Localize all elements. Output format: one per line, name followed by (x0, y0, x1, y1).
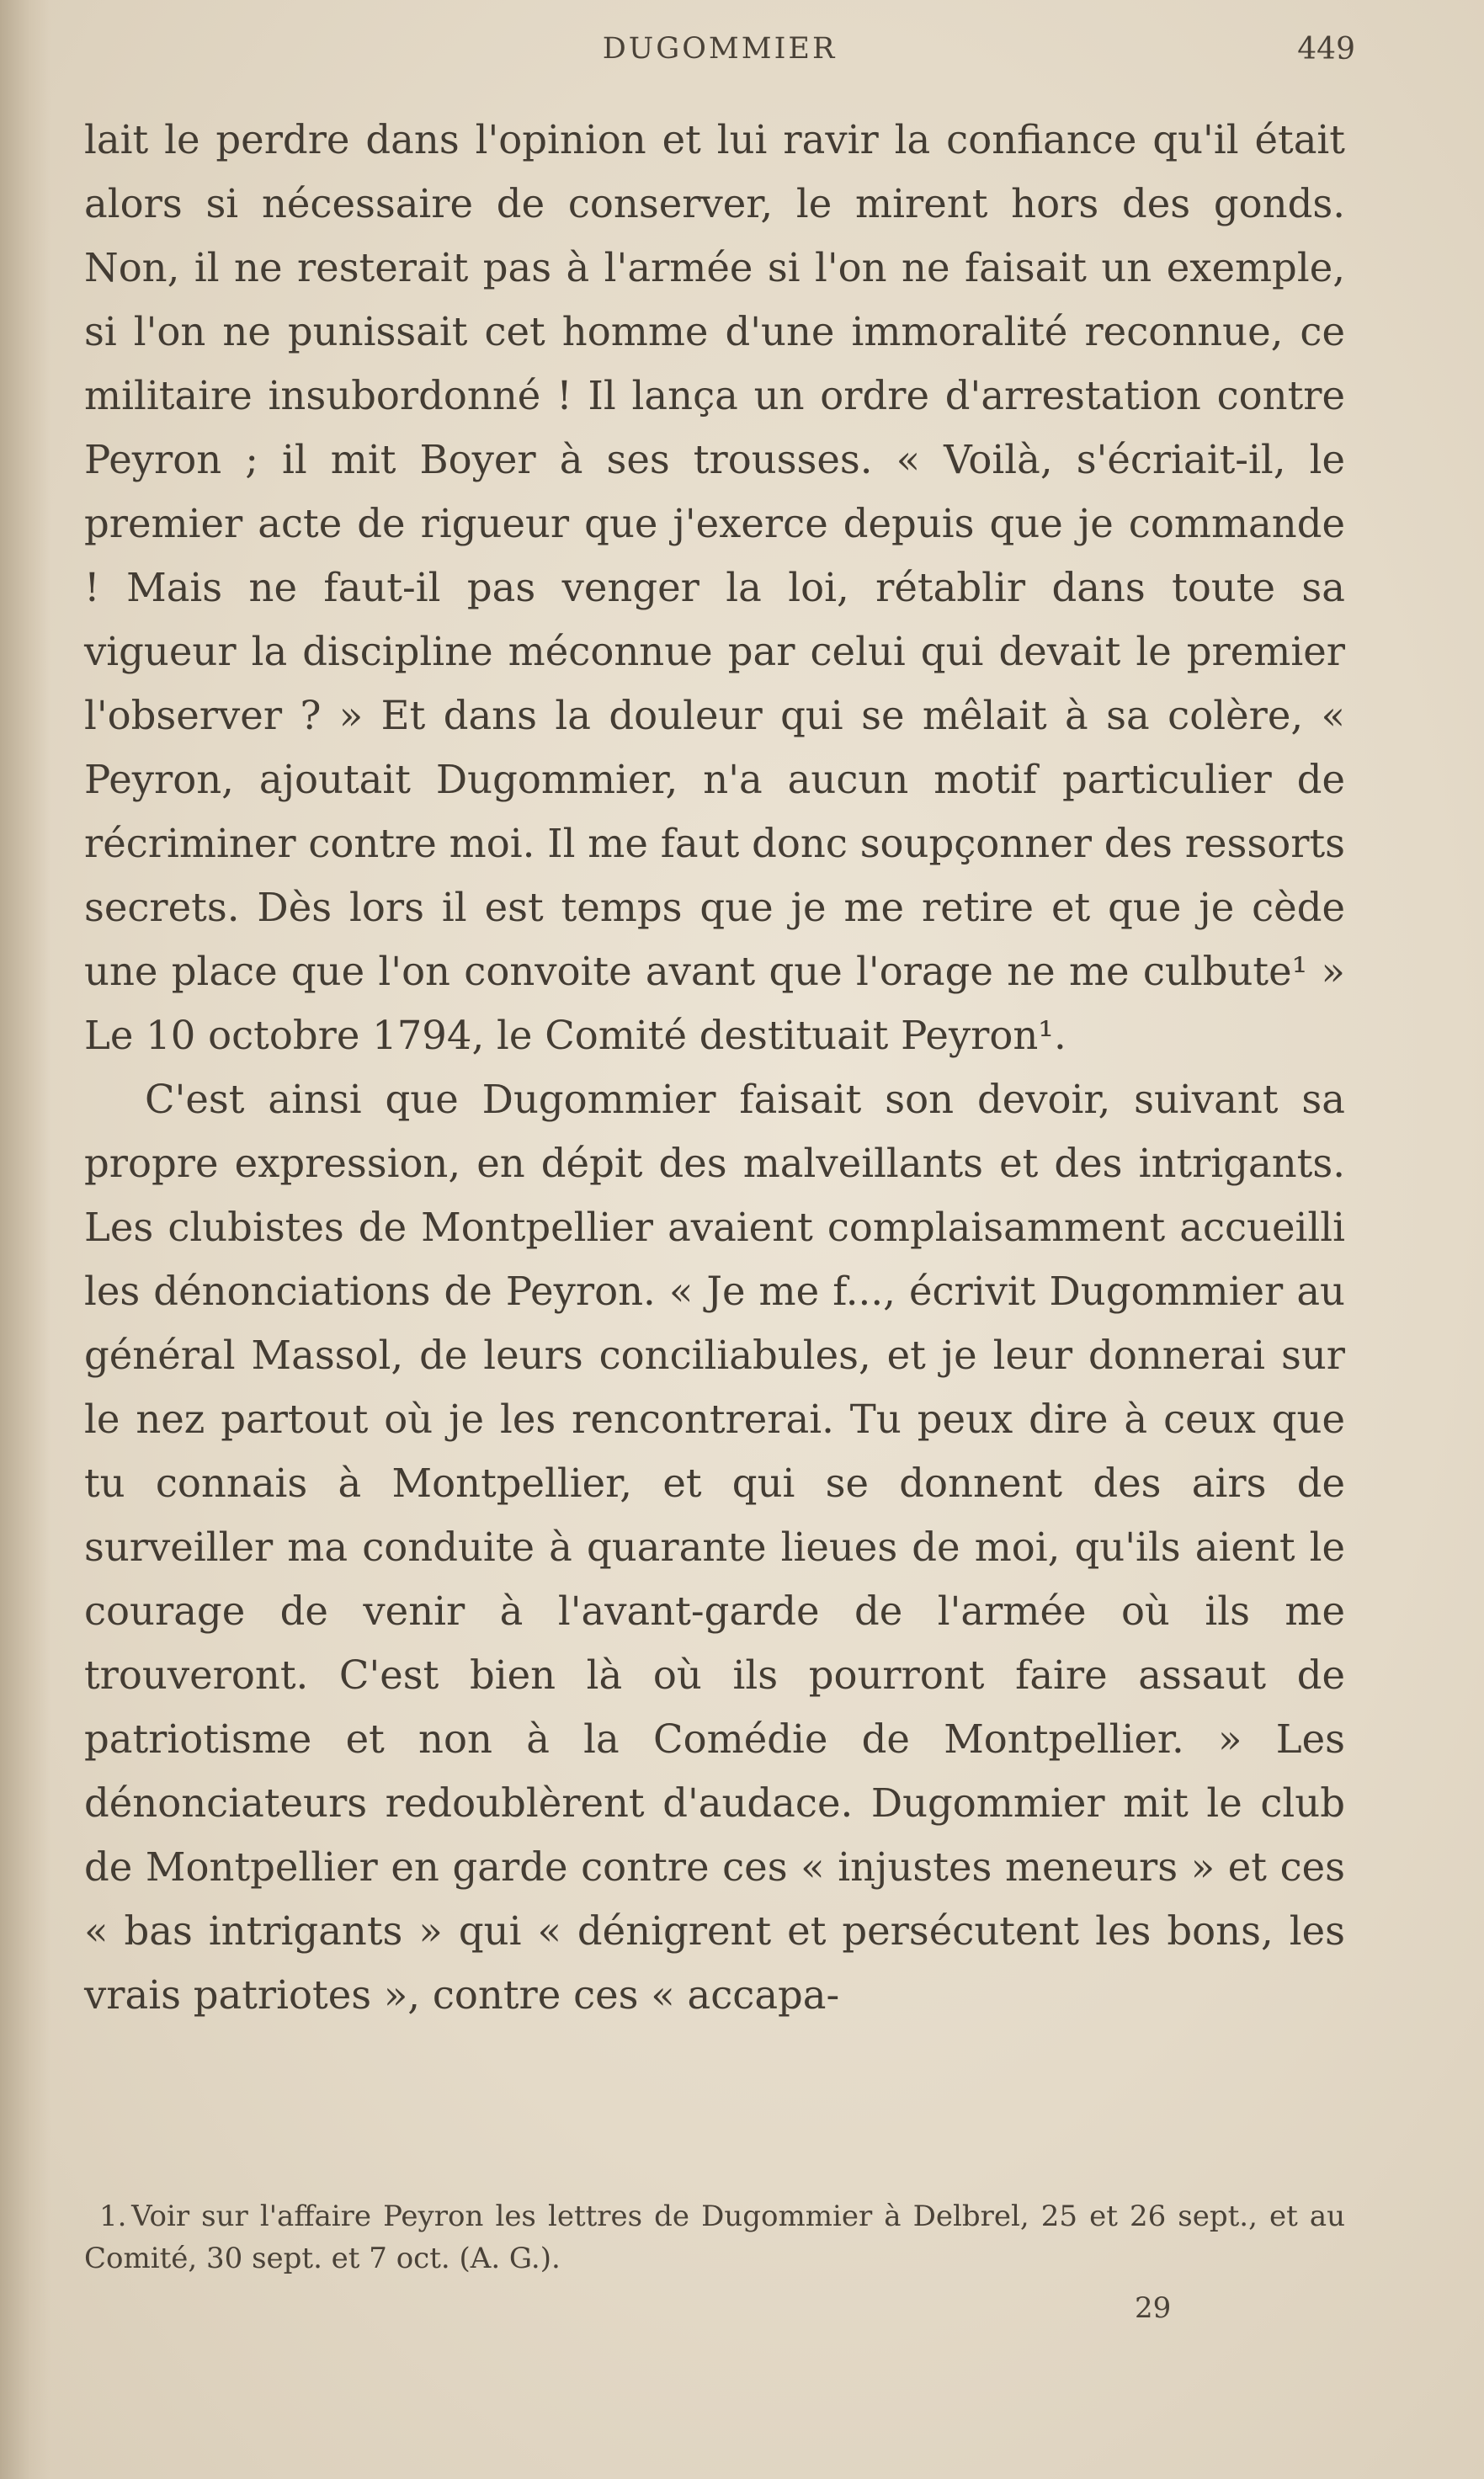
page-number: 449 (1297, 32, 1355, 66)
paragraph: C'est ainsi que Dugommier faisait son devoir, suivant sa propre expression, en dépit des malveillants et des intrigants. Les clubistes de Montpellier avaient complaisamment accueilli les dénonciations de Peyron. « Je me f..., écrivit Dugommier au général Massol, de leurs conciliabules, et je leur donnerai sur le nez partout où je les rencontrerai. Tu peux dire à ceux que tu connais à Montpellier, et qui se donnent des airs de surveiller ma conduite à quarante lieues de moi, qu'ils aient le courage de venir à l'avant-garde de l'armée où ils me trouveront. C'est bien là où ils pourront faire assaut de patriotisme et non à la Comédie de Montpellier. » Les dénonciateurs redoublèrent d'audace. Dugommier mit le club de Montpellier en garde contre ces « injustes meneurs » et ces « bas intrigants » qui « dénigrent et persécutent les bons, les vrais patriotes », contre ces « accapa- (84, 1077, 1345, 2018)
footnote-number: 1. (99, 2200, 127, 2233)
signature-mark: 29 (1135, 2291, 1172, 2325)
running-head (84, 25, 1355, 76)
footnote (84, 2195, 1345, 2280)
body-text (84, 108, 1345, 2027)
paragraph: lait le perdre dans l'opinion et lui ravir la confiance qu'il était alors si nécessaire de conserver, le mirent hors des gonds. Non, il ne resterait pas à l'armée si l'on ne faisait un exemple, si l'on ne punissait cet homme d'une immoralité reconnue, ce militaire insubordonné ! Il lança un ordre d'arrestation contre Peyron ; il mit Boyer à ses trousses. « Voilà, s'écriait-il, le premier acte de rigueur que j'exerce depuis que je commande ! Mais ne faut-il pas venger la loi, rétablir dans toute sa vigueur la discipline méconnue par celui qui devait le premier l'observer ? » Et dans la douleur qui se mêlait à sa colère, « Peyron, ajoutait Dugommier, n'a aucun motif particulier de récriminer contre moi. Il me faut donc soupçonner des ressorts secrets. Dès lors il est temps que je me retire et que je cède une place que l'on convoite avant que l'orage ne me culbute¹ » Le 10 octobre 1794, le Comité destituait Peyron¹. (84, 117, 1345, 1058)
footnote-text: Voir sur l'affaire Peyron les lettres de Dugommier à Delbrel, 25 et 26 sept., et au Comité, 30 sept. et 7 oct. (A. G.). (84, 2200, 1345, 2275)
running-head-title: DUGOMMIER (602, 32, 838, 66)
